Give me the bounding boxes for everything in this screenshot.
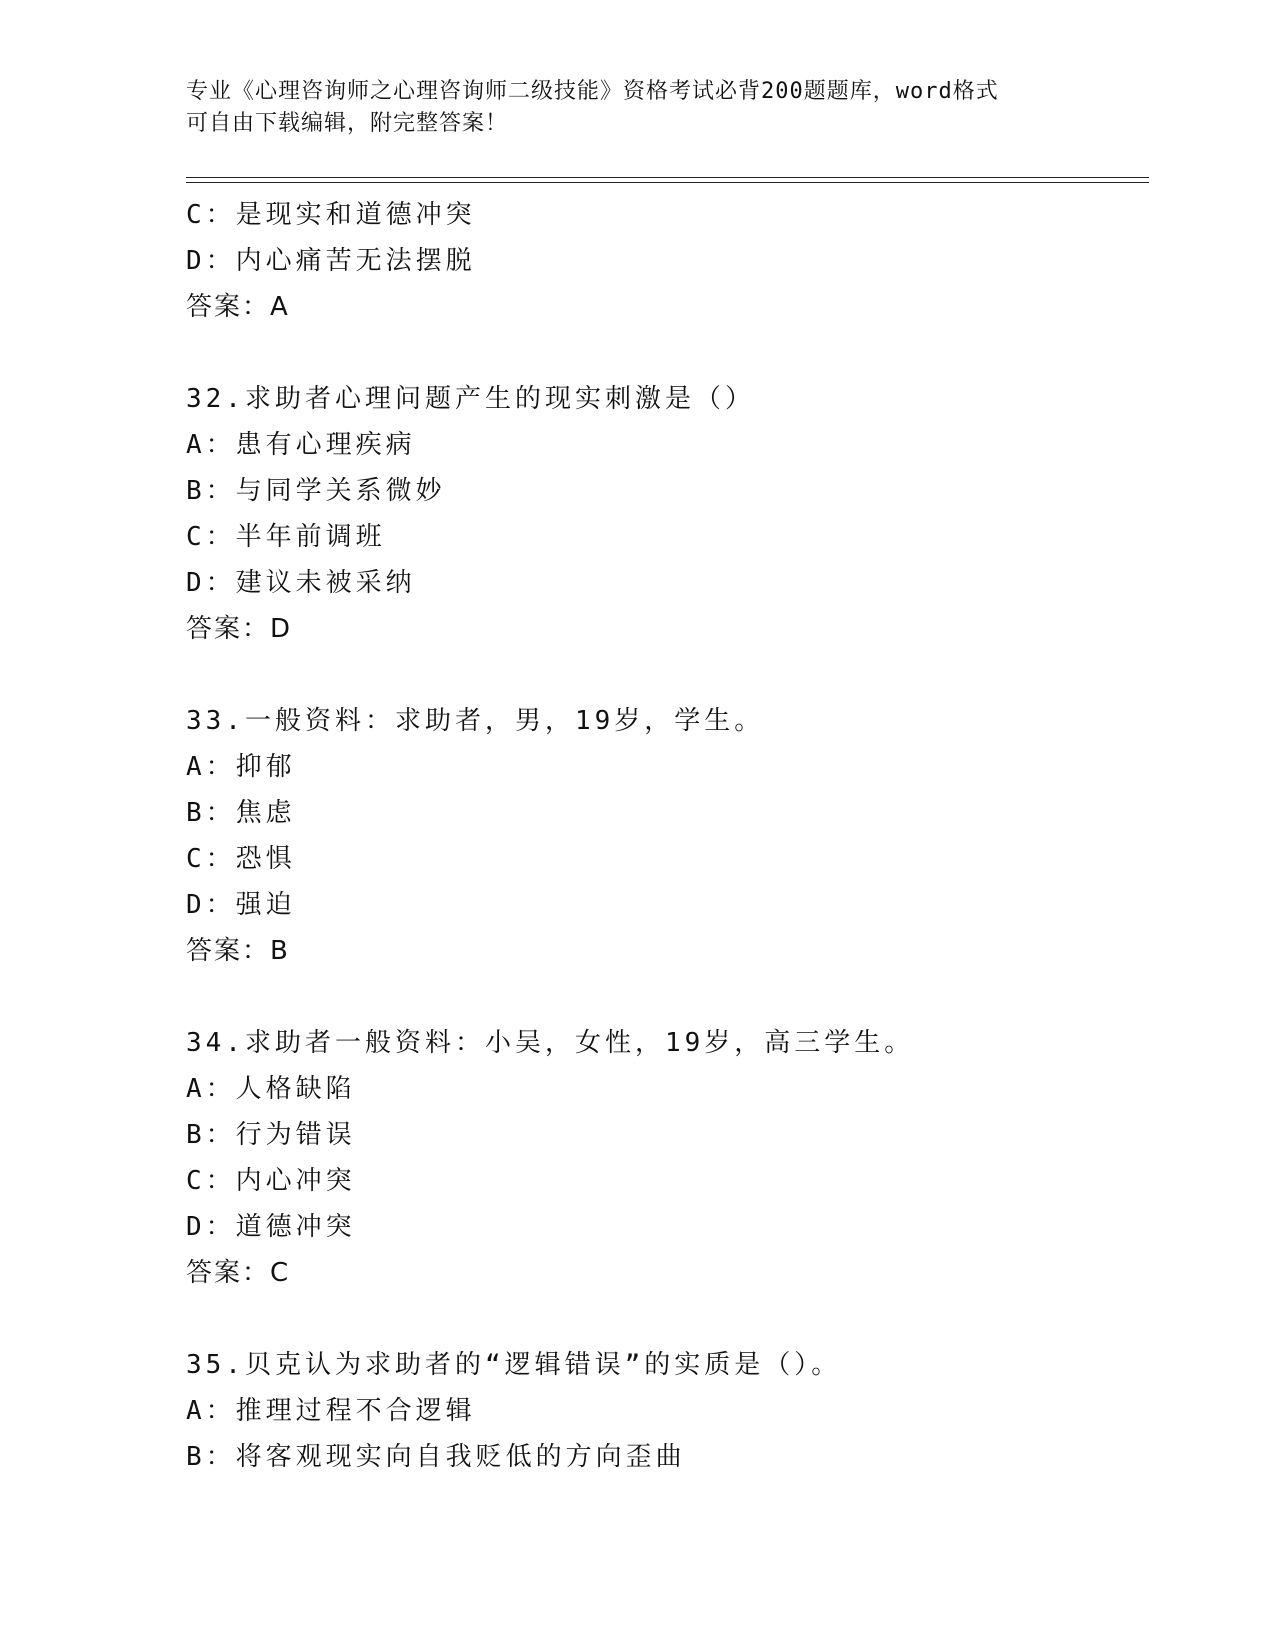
- question-stem: 35.贝克认为求助者的“逻辑错误”的实质是（）。: [186, 1350, 842, 1380]
- option-line: C：半年前调班: [186, 522, 386, 552]
- question-stem: 33.一般资料：求助者，男，19岁，学生。: [186, 706, 765, 736]
- option-line: D：道德冲突: [186, 1212, 356, 1242]
- option-line: B：行为错误: [186, 1120, 356, 1150]
- document-header: 专业《心理咨询师之心理咨询师二级技能》资格考试必背200题题库，word格式 可自由下载编辑，附完整答案！: [186, 79, 999, 136]
- answer-line: 答案：C: [186, 1258, 291, 1288]
- option-line: A：人格缺陷: [186, 1074, 356, 1104]
- option-line: D：强迫: [186, 890, 296, 920]
- option-line: A：推理过程不合逻辑: [186, 1396, 476, 1426]
- option-line: A：抑郁: [186, 752, 296, 782]
- question-stem: 32.求助者心理问题产生的现实刺激是（）: [186, 384, 755, 414]
- header-rule-bottom: [186, 182, 1149, 183]
- option-line: C：内心冲突: [186, 1166, 356, 1196]
- header-rule-top: [186, 177, 1149, 178]
- spacer: [186, 652, 1146, 698]
- option-line: A：患有心理疾病: [186, 430, 416, 460]
- question-stem: 34.求助者一般资料：小吴，女性，19岁，高三学生。: [186, 1028, 915, 1058]
- option-line: D：内心痛苦无法摆脱: [186, 246, 476, 276]
- spacer: [186, 330, 1146, 376]
- option-line: C：是现实和道德冲突: [186, 200, 476, 230]
- spacer: [186, 974, 1146, 1020]
- option-line: B：焦虑: [186, 798, 296, 828]
- spacer: [186, 1296, 1146, 1342]
- answer-line: 答案：B: [186, 936, 290, 966]
- option-line: C：恐惧: [186, 844, 296, 874]
- option-line: B：与同学关系微妙: [186, 476, 446, 506]
- question-list: [186, 192, 1146, 1480]
- answer-line: 答案：A: [186, 292, 290, 322]
- answer-line: 答案：D: [186, 614, 293, 644]
- option-line: D：建议未被采纳: [186, 568, 416, 598]
- option-line: B：将客观现实向自我贬低的方向歪曲: [186, 1442, 686, 1472]
